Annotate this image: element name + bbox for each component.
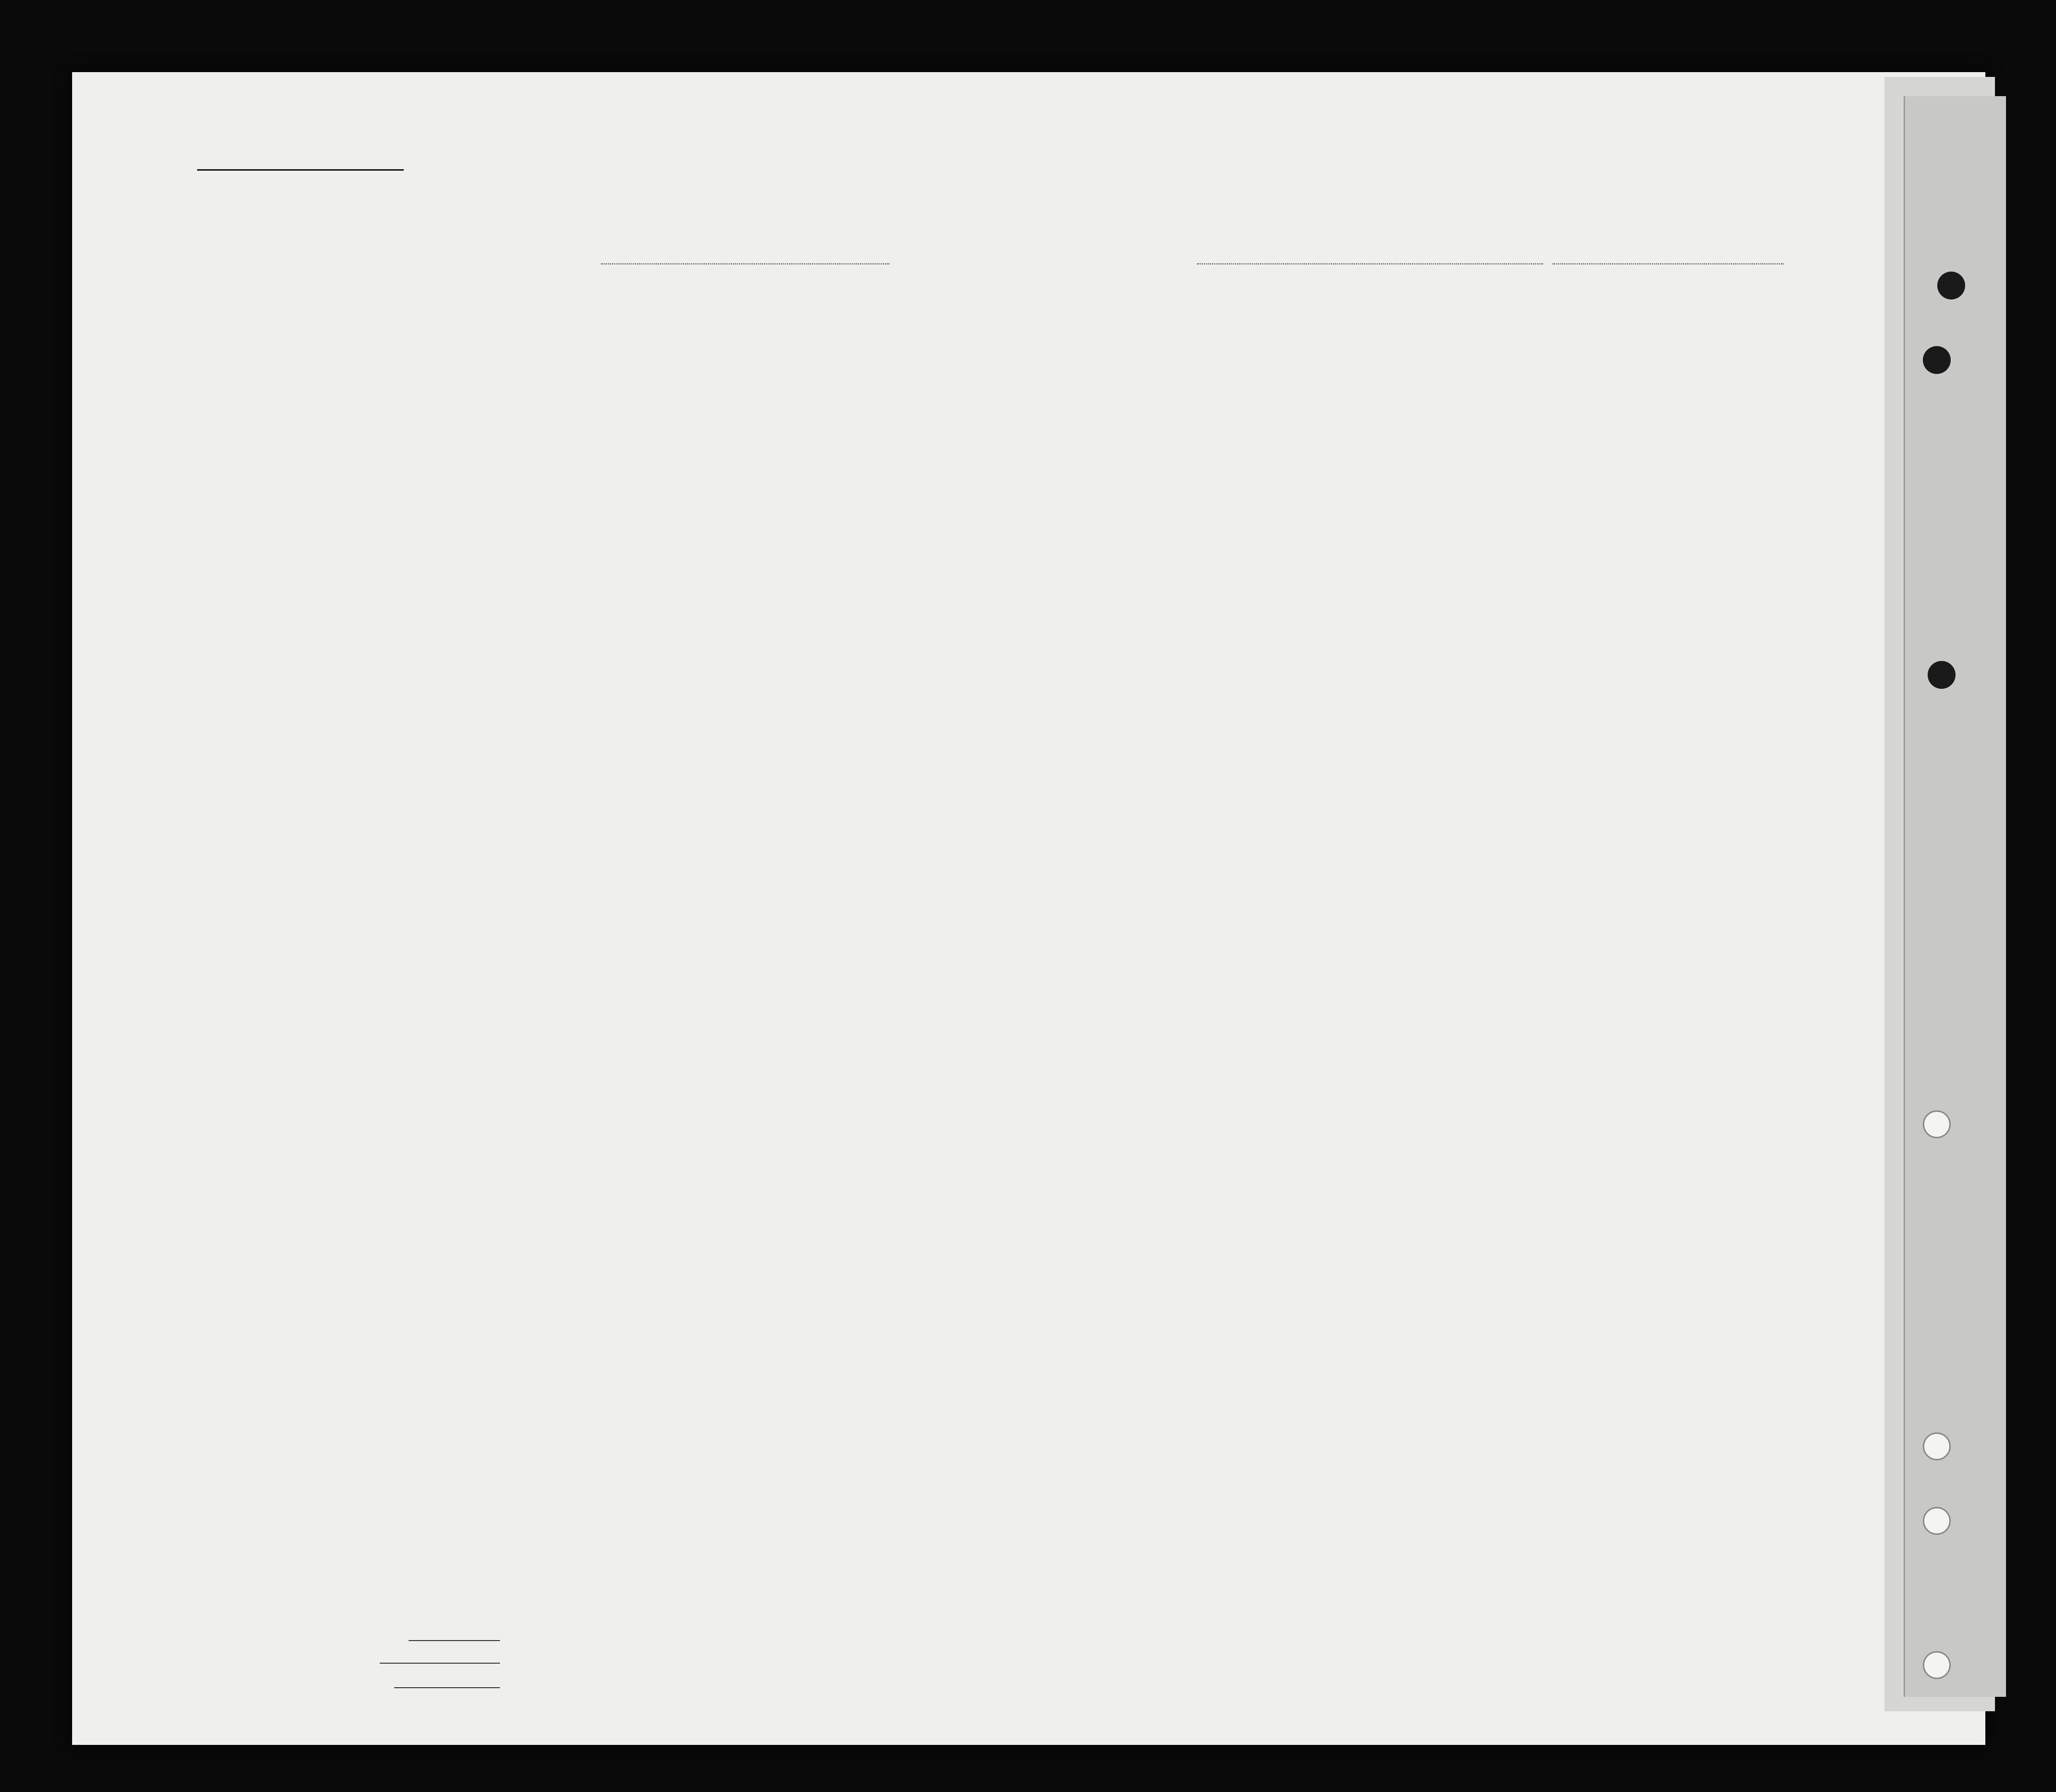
aliens-underline: [394, 1687, 500, 1688]
citizens-underline: [380, 1663, 500, 1664]
total-underline: [409, 1640, 500, 1641]
